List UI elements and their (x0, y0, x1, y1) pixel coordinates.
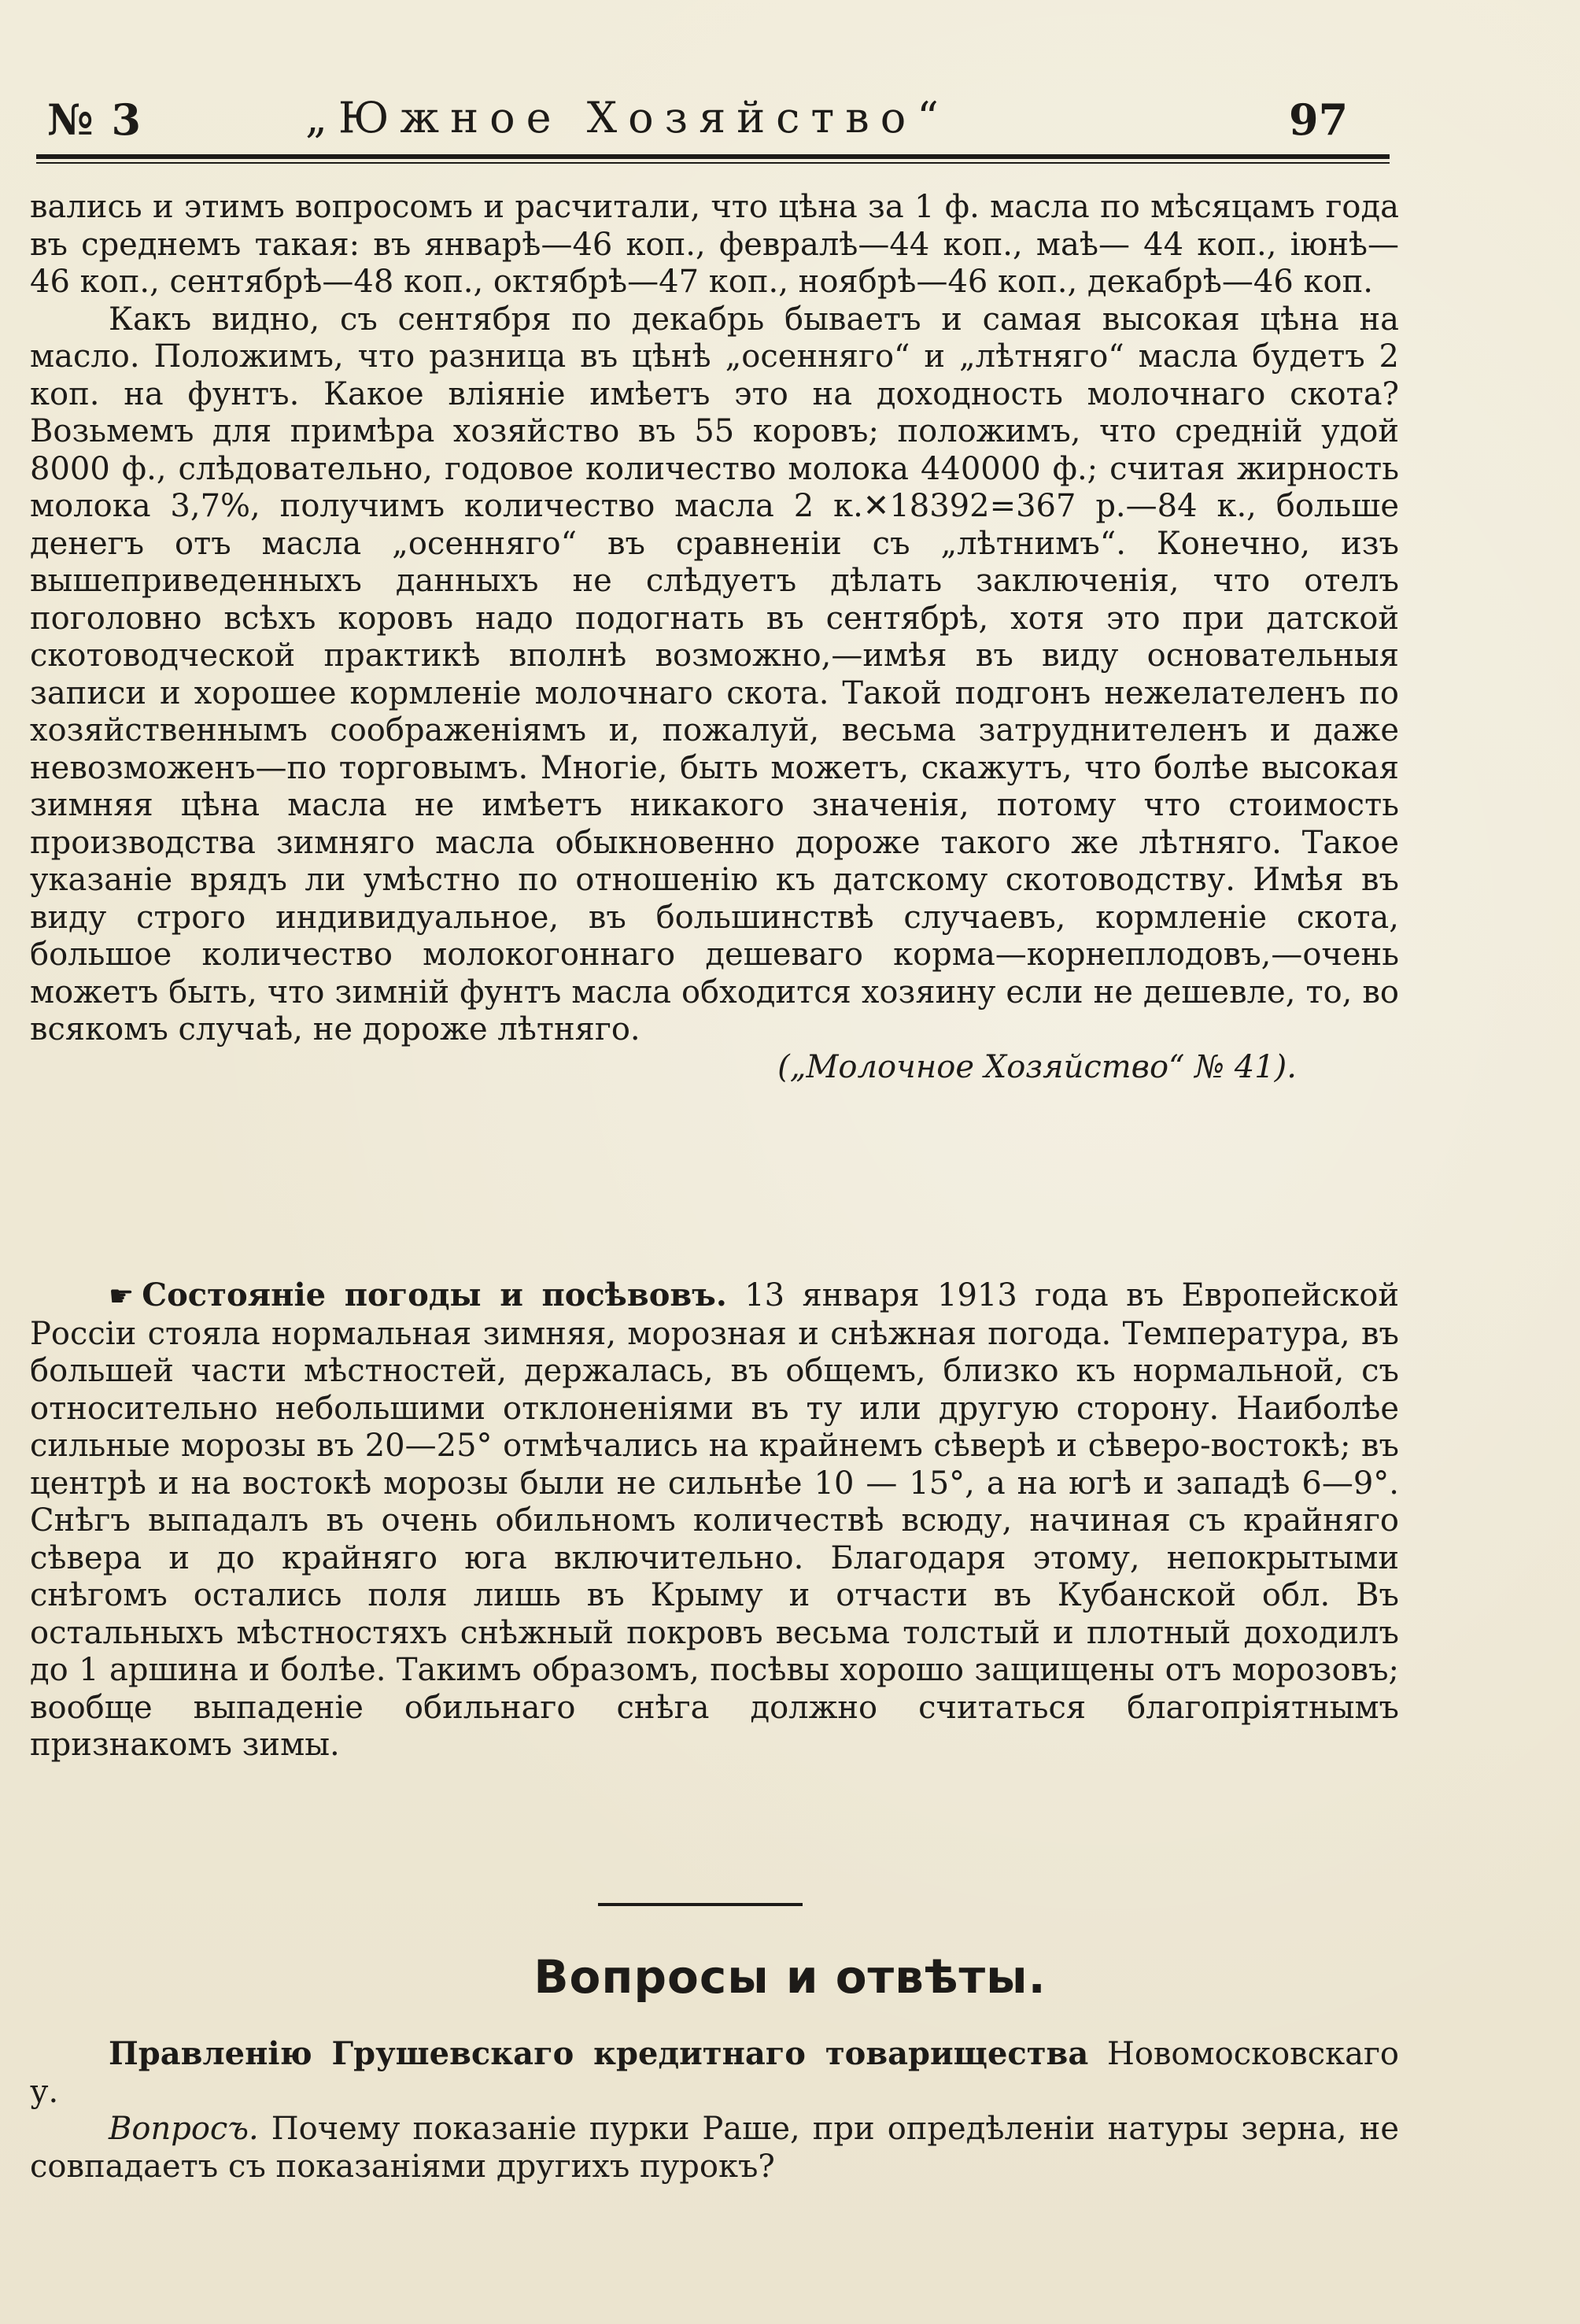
question-block (30, 2035, 1399, 2185)
article-milk-prices (30, 189, 1399, 1086)
journal-title: „Южное Хозяйство“ (305, 93, 950, 142)
question-paragraph (30, 2111, 1399, 2185)
running-header (38, 87, 1391, 150)
article-source: („Молочное Хозяйство“ № 41). (777, 1048, 1297, 1085)
question-text: Почему показаніе пурки Раше, при опредѣленіи натуры зерна, не совпадаетъ съ показаніями другихъ пурокъ? (30, 2111, 1399, 2185)
page-number: 97 (1289, 94, 1349, 145)
issue-number: № 3 (47, 94, 143, 145)
paragraph-autumn-butter: Какъ видно, съ сентября по декабрь бываетъ и самая высокая цѣна на масло. Положимъ, что разница въ цѣнѣ „осенняго“ и „лѣтняго“ масла будетъ 2 коп. на фунтъ. Какое вліяніе имѣетъ это на доходность молочнаго скота? Возьмемъ для примѣра хозяйство въ 55 коровъ; положимъ, что среднiй удой 8000 ф., слѣдовательно, годовое количество молока 440000 ф.; считая жирность молока 3,7%, получимъ количество масла 2 к.✕18392=367 р.—84 к., больше денегъ отъ масла „осенняго“ въ сравненіи съ „лѣтнимъ“. Конечно, изъ вышеприведенныхъ данныхъ не слѣдуетъ дѣлать заключенія, что отелъ поголовно всѣхъ коровъ надо подогнать въ сентябрѣ, хотя это при датской скотоводческой практикѣ вполнѣ возможно,—имѣя въ виду основательныя записи и хорошее кормленіе молочнаго скота. Такой подгонъ нежелателенъ по хозяйственнымъ соображеніямъ и, пожалуй, весьма затруднителенъ и даже невозможенъ—по торговымъ. Многіе, быть можетъ, скажутъ, что болѣе высокая зимняя цѣна масла не имѣетъ никакого значенія, потому что стоимость производства зимняго масла обыкновенно дороже такого же лѣтняго. Такое указаніе врядъ ли умѣстно по отношенію къ датскому скотоводству. Имѣя въ виду строго индивидуальное, въ большинствѣ случаевъ, кормленіе скота, большое количество молокогоннаго дешеваго корма—корнеплодовъ,—очень можетъ быть, что зимній фунтъ масла обходится хозяину если не дешевле, то, во всякомъ случаѣ, не дороже лѣтняго. (30, 301, 1399, 1047)
question-label: Вопросъ. (109, 2111, 259, 2147)
header-rule (36, 154, 1390, 164)
bleed-through-text (1180, 1243, 1190, 1278)
hand-pointer-icon: ☛ (109, 1280, 135, 1313)
paragraph-weather (30, 1277, 1399, 1764)
addressee-district: Новомосковскаго у. (30, 2036, 1399, 2110)
article-weather-body: 13 января 1913 года въ Европейской Россіи стояла нормальная зимняя, морозная и снѣжная погода. Температура, въ большей части мѣстностей, держалась, въ общемъ, близко къ нормальной, съ относительно небольшими отклоненіями въ ту или другую сторону. Наиболѣе сильные морозы въ 20—25° отмѣчались на крайнемъ сѣверѣ и сѣверо-востокѣ; въ центрѣ и на востокѣ морозы были не сильнѣе 10 — 15°, а на югѣ и западѣ 6—9°. Снѣгъ выпадалъ въ очень обильномъ количествѣ всюду, начиная съ крайняго сѣвера и до крайняго юга включительно. Благодаря этому, непокрытыми снѣгомъ остались поля лишь въ Крыму и отчасти въ Кубанской обл. Въ остальныхъ мѣстностяхъ снѣжный покровъ весьма толстый и плотный доходилъ до 1 аршина и болѣе. Такимъ образомъ, посѣвы хорошо защищены отъ морозовъ; вообще выпаденіе обильнаго снѣга должно считаться благопріятнымъ признакомъ зимы. (30, 1277, 1399, 1763)
article-weather-crops (30, 1277, 1399, 1764)
question-addressee (30, 2035, 1399, 2111)
paragraph-prices-by-month: вались и этимъ вопросомъ и расчитали, что цѣна за 1 ф. масла по мѣсяцамъ года въ среднемъ такая: въ январѣ—46 коп., февралѣ—44 коп., маѣ— 44 коп., іюнѣ—46 коп., сентябрѣ—48 коп., октябрѣ—47 коп., ноябрѣ—46 коп., декабрѣ—46 коп. (30, 189, 1399, 300)
section-separator (598, 1903, 803, 1906)
article-weather-title: Состояніе погоды и посѣвовъ. (142, 1277, 727, 1313)
section-title: Вопросы и отвѣты. (533, 1950, 1047, 2004)
addressee-name: Правленію Грушевскаго кредитнаго товарищества (109, 2035, 1089, 2072)
